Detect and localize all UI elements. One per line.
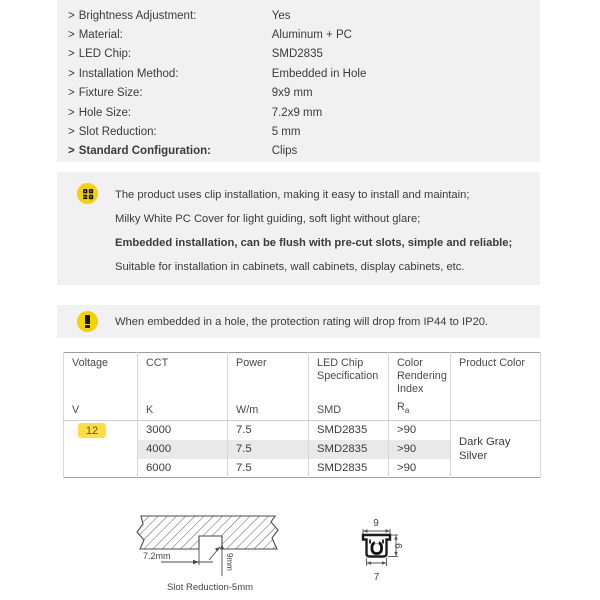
- power-cell: 7.5: [228, 421, 309, 440]
- cri-cell: >90: [389, 459, 451, 478]
- feature-line: The product uses clip installation, making it easy to install and maintain;: [115, 189, 470, 201]
- chip-cell: SMD2835: [309, 421, 389, 440]
- profile-height-label: 9: [394, 543, 405, 549]
- spec-label: Installation Method:: [78, 67, 179, 80]
- col-cct: CCT K: [138, 353, 228, 421]
- spec-value: SMD2835: [271, 48, 323, 61]
- spec-row: [57, 64, 540, 83]
- slot-caption: Slot Reduction-5mm: [166, 582, 254, 593]
- profile-bottom-width-label: 7: [373, 572, 380, 583]
- product-color-cell: Dark Gray Silver: [451, 421, 541, 478]
- voltage-badge: 12: [78, 423, 106, 438]
- slot-cross-section-diagram: [125, 503, 295, 598]
- hatched-board: [137, 516, 278, 549]
- chip-cell: SMD2835: [309, 440, 389, 459]
- spec-bullet: >: [68, 67, 75, 80]
- spec-label: Slot Reduction:: [78, 126, 157, 139]
- spec-value: 5 mm: [271, 126, 301, 139]
- spec-row: [57, 6, 540, 25]
- spec-label: Brightness Adjustment:: [78, 9, 197, 22]
- warning-text: When embedded in a hole, the protection rating will drop from IP44 to IP20.: [115, 315, 489, 328]
- feature-line: Suitable for installation in cabinets, wall cabinets, display cabinets, etc.: [115, 261, 465, 273]
- power-cell: 7.5: [228, 440, 309, 459]
- chip-cell: SMD2835: [309, 459, 389, 478]
- slot-depth-label: 9mm: [225, 553, 234, 571]
- spec-bullet: >: [68, 29, 75, 42]
- grid-icon: [77, 183, 98, 204]
- feature-line: Milky White PC Cover for light guiding, soft light without glare;: [115, 213, 421, 225]
- slot-width-label: 7.2mm: [143, 551, 171, 561]
- spec-label: Standard Configuration:: [78, 145, 211, 158]
- spec-label: Hole Size:: [78, 106, 132, 119]
- spec-row: [57, 122, 540, 141]
- power-cell: 7.5: [228, 459, 309, 478]
- spec-row: [57, 45, 540, 64]
- spec-bullet: >: [68, 48, 75, 61]
- warning-panel: [57, 305, 540, 338]
- spec-row: [57, 142, 540, 161]
- features-panel: [57, 172, 540, 285]
- spec-bullet: >: [68, 126, 75, 139]
- spec-value: Clips: [271, 145, 298, 158]
- spec-value: Embedded in Hole: [271, 67, 367, 80]
- exclamation-icon: [77, 311, 98, 332]
- spec-row: [57, 84, 540, 103]
- spec-label: Fixture Size:: [78, 87, 143, 100]
- profile-top-width-label: 9: [373, 518, 379, 529]
- spec-label: Material:: [78, 29, 123, 42]
- feature-line: Embedded installation, can be flush with pre-cut slots, simple and reliable;: [115, 237, 513, 249]
- col-product-color: Product Color: [451, 353, 541, 421]
- spec-row: [57, 25, 540, 44]
- spec-bullet: >: [68, 145, 75, 158]
- cct-cell: 4000: [138, 440, 228, 459]
- spec-bullet: >: [68, 106, 75, 119]
- cri-cell: >90: [389, 440, 451, 459]
- diffuser-ring: [372, 543, 382, 554]
- cct-cell: 3000: [138, 421, 228, 440]
- spec-value: Yes: [271, 9, 291, 22]
- table-header-row: [64, 353, 541, 421]
- col-led-chip: LED Chip Specification SMD: [309, 353, 389, 421]
- spec-value: 9x9 mm: [271, 87, 313, 100]
- cri-cell: >90: [389, 421, 451, 440]
- spec-label: LED Chip:: [78, 48, 132, 61]
- table-row: [64, 421, 541, 440]
- col-power: Power W/m: [228, 353, 309, 421]
- cct-cell: 6000: [138, 459, 228, 478]
- spec-table: [63, 352, 541, 478]
- spec-value: 7.2x9 mm: [271, 106, 323, 119]
- col-cri: Color Rendering Index $R_a$: [389, 353, 451, 421]
- voltage-cell: [64, 421, 138, 478]
- fixture-profile-diagram: [338, 500, 433, 595]
- spec-value: Aluminum + PC: [271, 29, 352, 42]
- spec-bullet: >: [68, 87, 75, 100]
- spec-bullet: >: [68, 9, 75, 22]
- feature-lines: [115, 183, 540, 279]
- spec-list-panel: [57, 0, 540, 162]
- spec-row: [57, 103, 540, 122]
- col-voltage: Voltage V: [64, 353, 138, 421]
